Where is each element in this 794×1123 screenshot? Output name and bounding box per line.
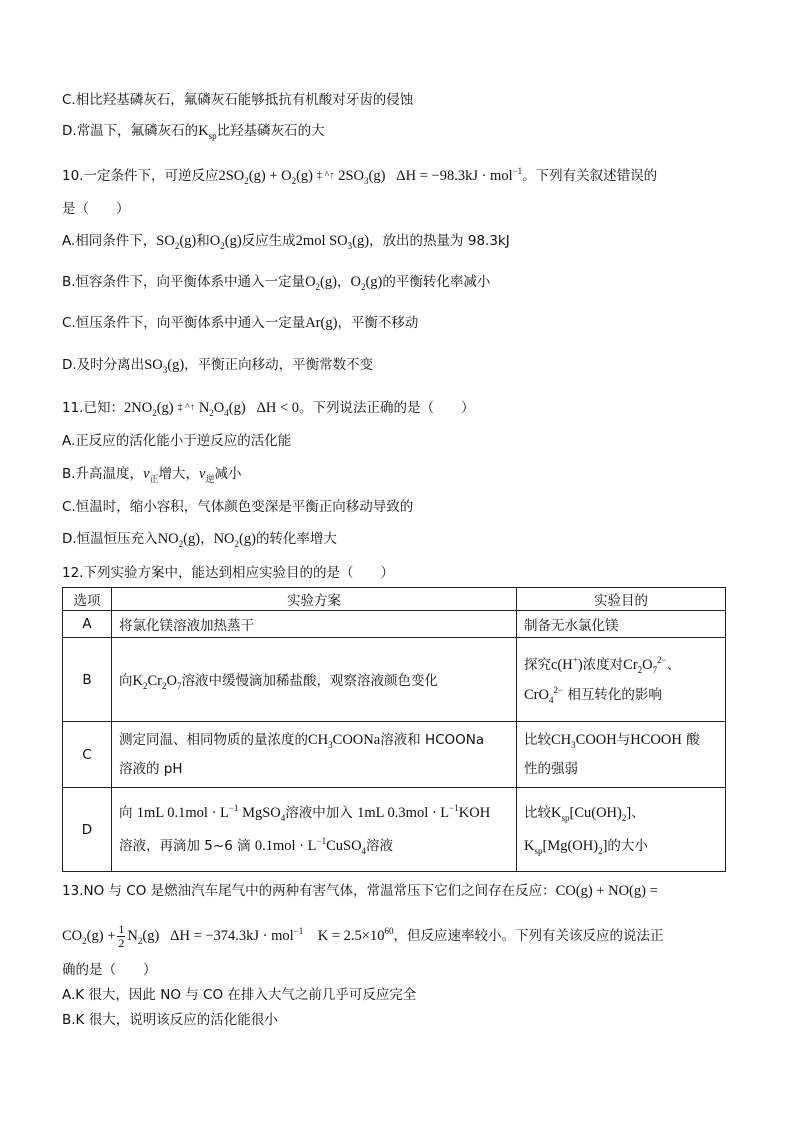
option-cell: D bbox=[63, 788, 112, 872]
q11-option-d: D.恒温恒压充入$NO_2(g)$，$NO_2(g)$的转化率增大 bbox=[62, 531, 337, 549]
q10-option-b: B.恒容条件下，向平衡体系中通入一定量$O_2(g)$，$O_2(g)$的平衡转化率减小 bbox=[62, 274, 491, 292]
plan-cell: 向 1mL $0.1mol \cdot L^{-1}$ MgSO$_4$溶液中加入 1mL $0.3mol \cdot L^{-1}KOH$ 溶液，再滴加 5~6 滴 $0.1mol \cdot L^{-1}CuSO_4$溶液 bbox=[112, 788, 517, 872]
table-header-cell: 选项 bbox=[63, 588, 112, 611]
option-cell: A bbox=[63, 611, 112, 638]
q13-option-b: B.K 很大，说明该反应的活化能很小 bbox=[62, 1012, 278, 1028]
q13-option-a: A.K 很大，因此 NO 与 CO 在排入大气之前几乎可反应完全 bbox=[62, 987, 417, 1003]
plan-cell: 向$K_2Cr_2O_7$溶液中缓慢滴加稀盐酸，观察溶液颜色变化 bbox=[112, 638, 517, 722]
q11-option-a: A.正反应的活化能小于逆反应的活化能 bbox=[62, 433, 292, 449]
table-row bbox=[63, 788, 726, 872]
goal-cell: 探究c(H+)浓度对$Cr_2O_7^{2-}$、 CrO$_4^{2-}$ 相互转化的影响 bbox=[517, 638, 726, 722]
goal-cell: 比较$K_{sp}[Cu(OH)_2]$、 $K_{sp}[Mg(OH)_2]$的大小 bbox=[517, 788, 726, 872]
table-header-cell: 实验目的 bbox=[517, 588, 726, 611]
plan-cell: 将氯化镁溶液加热蒸干 bbox=[112, 611, 517, 638]
table-row bbox=[63, 722, 726, 788]
q10-stem: 10.一定条件下，可逆反应$2SO_2(g) + O_2(g)$ ‡ ^↑ $2SO_3(g) \Delta H = -98.3kJ \cdot mol^{-1}$。下列有关叙述错误的 bbox=[62, 166, 658, 186]
plan-cell: 测定同温、相同物质的量浓度的$CH_3COONa$溶液和 HCOONa 溶液的 pH bbox=[112, 722, 517, 788]
q10-stem-line2: 是（ ） bbox=[62, 201, 130, 217]
experiment-table bbox=[62, 587, 726, 872]
goal-cell: 制备无水氯化镁 bbox=[517, 611, 726, 638]
q12-stem: 12.下列实验方案中，能达到相应实验目的的是（ ） bbox=[62, 565, 394, 581]
q11-option-c: C.恒温时，缩小容积，气体颜色变深是平衡正向移动导致的 bbox=[62, 499, 414, 515]
fraction-one-half: $\frac{1}{2}$ bbox=[118, 921, 125, 950]
q10-option-a: A.相同条件下，$SO_2(g)$和$O_2(g)$反应生成2mol $SO_3(g)$，放出的热量为 98.3kJ bbox=[62, 233, 510, 251]
equilibrium-arrow-icon: ‡ ^↑ bbox=[317, 170, 335, 181]
q10-option-c: C.恒压条件下，向平衡体系中通入一定量Ar(g)，平衡不移动 bbox=[62, 315, 419, 331]
q9-option-d: D.常温下，氟磷灰石的$K_{sp}$比羟基磷灰石的大 bbox=[62, 123, 325, 141]
option-cell: B bbox=[63, 638, 112, 722]
q10-option-d: D.及时分离出$SO_3(g)$，平衡正向移动，平衡常数不变 bbox=[62, 357, 374, 375]
q13-stem-line3: 确的是（ ） bbox=[62, 962, 157, 978]
q9-option-c: C.相比羟基磷灰石，氟磷灰石能够抵抗有机酸对牙齿的侵蚀 bbox=[62, 92, 414, 108]
table-header-cell: 实验方案 bbox=[112, 588, 517, 611]
q11-stem: 11.已知：$2NO_2(g)$ ‡ ^↑ $N_2O_4(g) \Delta H < 0$。下列说法正确的是（ ） bbox=[62, 400, 475, 418]
equilibrium-arrow-icon: ‡ ^↑ bbox=[177, 402, 195, 413]
goal-cell: 比较$CH_3COOH$与HCOOH 酸 性的强弱 bbox=[517, 722, 726, 788]
table-row bbox=[63, 611, 726, 638]
q11-option-b: B.升高温度，$v_正$增大，$v_逆$减小 bbox=[62, 466, 242, 484]
q13-stem: 13.NO 与 CO 是燃油汽车尾气中的两种有害气体，常温常压下它们之间存在反应：CO(g) + NO(g) = bbox=[62, 883, 658, 899]
q13-stem-line2: $CO_2(g)$ + $\frac{1}{2}$ $N_2(g) \Delta H = -374.3kJ \cdot mol^{-1}$ $K = 2.5\times 10^{60}$，但反应速率较小。下列有关该反应的说法正 bbox=[62, 921, 664, 950]
table-row bbox=[63, 638, 726, 722]
option-cell: C bbox=[63, 722, 112, 788]
table-header-row bbox=[63, 588, 726, 611]
